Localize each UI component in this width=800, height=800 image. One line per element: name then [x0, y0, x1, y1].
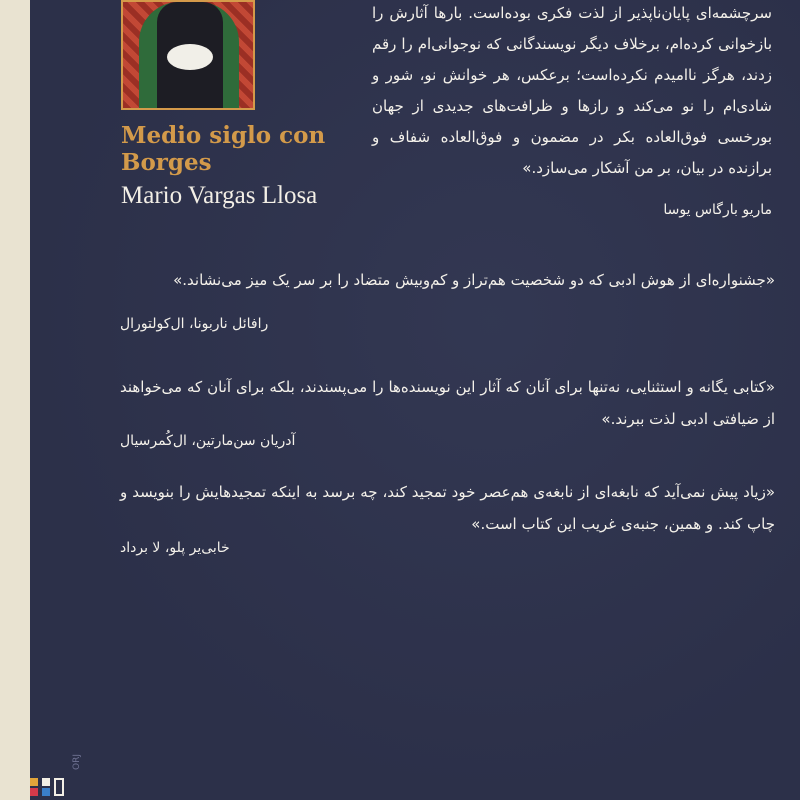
publisher-logo	[30, 772, 68, 800]
quote-4-text: «زیاد پیش نمی‌آید که نابغه‌ای از نابغه‌ی هم‌عصر خود تمجید کند، چه برسد به اینکه تمجیدهایش را بنویسد و چاپ کند. و همین، جنبه‌ی غریب این کتاب است.»	[120, 483, 775, 533]
publisher-mark: ORJ	[72, 754, 82, 770]
quote-2-attribution: رافائل ناربونا، ال‌کولتورال	[120, 316, 269, 332]
quote-1-text: سرچشمه‌ای پایان‌ناپذیر از لذت فکری بوده‌است. بارها آثارش را بازخوانی کرده‌ام، برخلاف دیگر نویسندگانی که نوجوانی‌ام را رقم زدند، هرگز ناامیدم نکرده‌است؛ برعکس، هر خوانش نو، شور و شادی‌ام را نو می‌کند و رازها و ظرافت‌های جدیدی از جهان بورخسی فوق‌العاده بکر در مضمون و فوق‌العاده شفاف و برازنده در بیان، بر من آشکار می‌سازد.»	[372, 4, 772, 177]
photo-cat	[167, 44, 213, 70]
quote-3-attribution: آدریان سن‌مارتین، ال‌کُمرسیال	[120, 433, 296, 449]
quote-4-attribution: خابی‌یر پلو، لا برداد	[120, 540, 230, 556]
logo-square-blue	[42, 788, 50, 796]
quote-3-text: «کتابی یگانه و استثنایی، نه‌تنها برای آنان که آثار این نویسنده‌ها را می‌پسندند، بلکه برای آنان که می‌خواهند از ضیافتی ادبی لذت ببرند.»	[120, 378, 775, 428]
quote-1-attribution: ماریو بارگاس یوسا	[663, 202, 772, 218]
book-author-english: Mario Vargas Llosa	[121, 182, 318, 209]
logo-square-yellow	[30, 778, 38, 786]
book-title-english: Medio siglo con Borges	[121, 122, 326, 176]
logo-square-white	[42, 778, 50, 786]
logo-bracket	[54, 778, 64, 796]
logo-square-red	[30, 788, 38, 796]
author-photo	[121, 0, 255, 110]
spine-edge	[0, 0, 30, 800]
quote-2-text: «جشنواره‌ای از هوش ادبی که دو شخصیت هم‌تراز و کم‌وبیش متضاد را بر سر یک میز می‌نشاند.»	[173, 271, 775, 289]
